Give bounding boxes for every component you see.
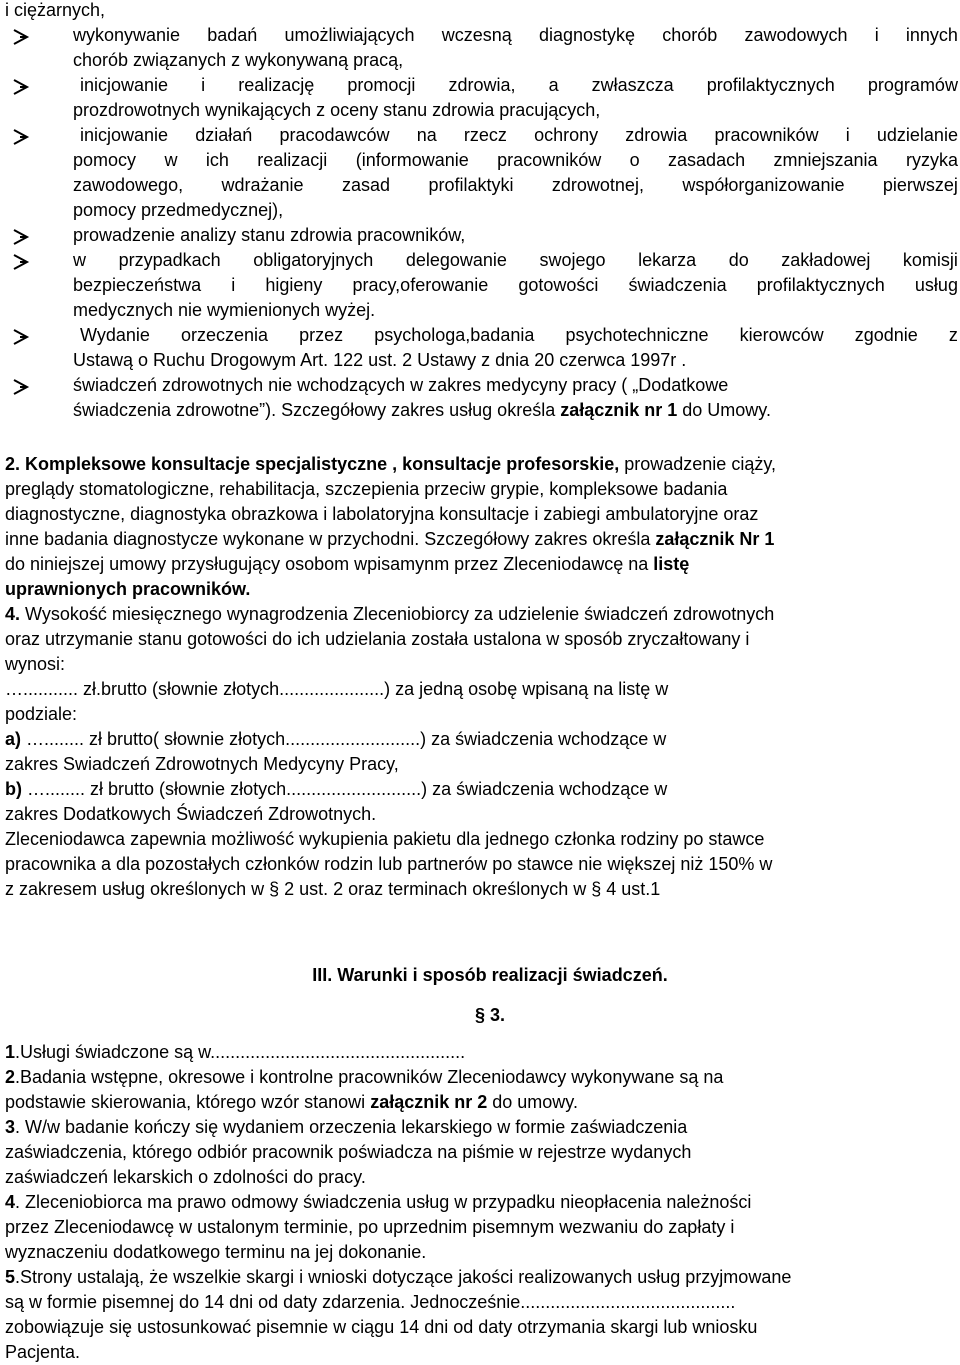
remuneration-line-8: b) …........ zł brutto (słownie złotych...........................) za świadczenia wchodzące w (5, 779, 668, 799)
list-intro: i ciężarnych, (5, 0, 106, 20)
section-3-heading: III. Warunki i sposób realizacji świadczeń. (312, 965, 668, 985)
remuneration-line-5: podziale: (5, 704, 78, 724)
bullet-7-line-1: świadczeń zdrowotnych nie wchodzących w zakres medycyny pracy ( „Dodatkowe (73, 375, 729, 395)
item-5-line-1: 5.Strony ustalają, że wszelkie skargi i wnioski dotyczące jakości realizowanych usług przyjmowane (5, 1267, 792, 1287)
item-3-line-1: 3. W/w badanie kończy się wydaniem orzeczenia lekarskiego w formie zaświadczenia (5, 1117, 688, 1137)
bullet-4-line-1: prowadzenie analizy stanu zdrowia pracowników, (73, 225, 466, 245)
bullet-3-line-3: zawodowego, wdrażanie zasad profilaktyki zdrowotnej, współorganizowanie pierwszej (73, 175, 958, 195)
arrow-bullet-icon (12, 228, 30, 246)
bullet-5-line-3: medycznych nie wymienionych wyżej. (73, 300, 376, 320)
bullet-2-line-2: prozdrowotnych wynikających z oceny stanu zdrowia pracujących, (73, 100, 601, 120)
remuneration-line-12: z zakresem usług określonych w § 2 ust. 2 oraz terminach określonych w § 4 ust.1 (5, 879, 661, 899)
section-2-line-4: inne badania diagnostycze wykonane w przychodni. Szczegółowy zakres określa załącznik Nr 1 (5, 529, 775, 549)
bullet-7-line-2: świadczenia zdrowotne”). Szczegółowy zakres usług określa załącznik nr 1 do Umowy. (73, 400, 771, 420)
bullet-5-line-1: w przypadkach obligatoryjnych delegowanie swojego lekarza do zakładowej komisji (73, 250, 958, 270)
bullet-6-line-2: Ustawą o Ruchu Drogowym Art. 122 ust. 2 Ustawy z dnia 20 czerwca 1997r . (73, 350, 687, 370)
item-3-line-3: zaświadczeń lekarskich o zdolności do pracy. (5, 1167, 366, 1187)
paragraph-number: § 3. (474, 1005, 506, 1025)
bullet-3-line-4: pomocy przedmedycznej), (73, 200, 284, 220)
arrow-bullet-icon (12, 328, 30, 346)
section-2-line-2: preglądy stomatologiczne, rehabilitacja, szczepienia przeciw grypie, kompleksowe badania (5, 479, 728, 499)
item-5-line-2: są w formie pisemnej do 14 dni od daty zdarzenia. Jednocześnie........................................... (5, 1292, 736, 1312)
arrow-bullet-icon (12, 378, 30, 396)
section-2-line-6: uprawnionych pracowników. (5, 579, 251, 599)
arrow-bullet-icon (12, 78, 30, 96)
item-4-line-1: 4. Zleceniobiorca ma prawo odmowy świadczenia usług w przypadku nieopłacenia należności (5, 1192, 752, 1212)
remuneration-line-10: Zleceniodawca zapewnia możliwość wykupienia pakietu dla jednego członka rodziny po stawce (5, 829, 765, 849)
bullet-1-line-2: chorób związanych z wykonywaną pracą, (73, 50, 404, 70)
item-4-line-2: przez Zleceniodawcę w ustalonym terminie, po uprzednim pisemnym wezwaniu do zapłaty i (5, 1217, 735, 1237)
remuneration-line-2: oraz utrzymanie stanu gotowości do ich udzielania została ustalona w sposób zryczałtowany i (5, 629, 750, 649)
remuneration-line-11: pracownika a dla pozostałych członków rodzin lub partnerów po stawce nie większej niż 150% w (5, 854, 773, 874)
section-2-line-5: do niniejszej umowy przysługujący osobom wpisamynm przez Zleceniodawcę na listę (5, 554, 690, 574)
remuneration-line-6: a) …........ zł brutto( słownie złotych...........................) za świadczenia wchodzące w (5, 729, 667, 749)
item-3-line-2: zaświadczenia, którego odbiór pracownik poświadcza na piśmie w rejestrze wydanych (5, 1142, 692, 1162)
remuneration-line-9: zakres Dodatkowych Świadczeń Zdrowotnych. (5, 804, 377, 824)
remuneration-line-1: 4. Wysokość miesięcznego wynagrodzenia Zleceniobiorcy za udzielenie świadczeń zdrowotnych (5, 604, 775, 624)
bullet-6-line-1: Wydanie orzeczenia przez psychologa,badania psychotechniczne kierowców zgodnie z (80, 325, 958, 345)
remuneration-line-3: wynosi: (5, 654, 66, 674)
item-4-line-3: wyznaczeniu dodatkowego terminu na jej dokonanie. (5, 1242, 427, 1262)
item-5-line-3: zobowiązuje się ustosunkować pisemnie w ciągu 14 dni od daty otrzymania skargi lub wniosku (5, 1317, 758, 1337)
bullet-3-line-2: pomocy w ich realizacji (informowanie pracowników o zasadach zmniejszania ryzyka (73, 150, 958, 170)
item-1: 1.Usługi świadczone są w................................................... (5, 1042, 466, 1062)
bullet-3-line-1: inicjowanie działań pracodawców na rzecz ochrony zdrowia pracowników i udzielanie (80, 125, 958, 145)
section-2-line-3: diagnostyczne, diagnostyka obrazkowa i labolatoryjna konsultacje i zabiegi ambulatoryjne oraz (5, 504, 759, 524)
item-2-line-1: 2.Badania wstępne, okresowe i kontrolne pracowników Zleceniodawcy wykonywane są na (5, 1067, 724, 1087)
bullet-1-line-1: wykonywanie badań umożliwiających wczesną diagnostykę chorób zawodowych i innych (73, 25, 958, 45)
bullet-2-line-1: inicjowanie i realizację promocji zdrowia, a zwłaszcza profilaktycznych programów (80, 75, 958, 95)
arrow-bullet-icon (12, 128, 30, 146)
item-5-line-4: Pacjenta. (5, 1342, 81, 1362)
item-2-line-2: podstawie skierowania, którego wzór stanowi załącznik nr 2 do umowy. (5, 1092, 578, 1112)
bullet-5-line-2: bezpieczeństwa i higieny pracy,oferowanie gotowości świadczenia profilaktycznych usług (73, 275, 958, 295)
section-2-line-1: 2. Kompleksowe konsultacje specjalistyczne , konsultacje profesorskie, prowadzenie ciąży, (5, 454, 776, 474)
arrow-bullet-icon (12, 28, 30, 46)
arrow-bullet-icon (12, 253, 30, 271)
remuneration-line-4: …........... zł.brutto (słownie złotych.....................) za jedną osobę wpisaną na listę w (5, 679, 669, 699)
remuneration-line-7: zakres Swiadczeń Zdrowotnych Medycyny Pracy, (5, 754, 399, 774)
